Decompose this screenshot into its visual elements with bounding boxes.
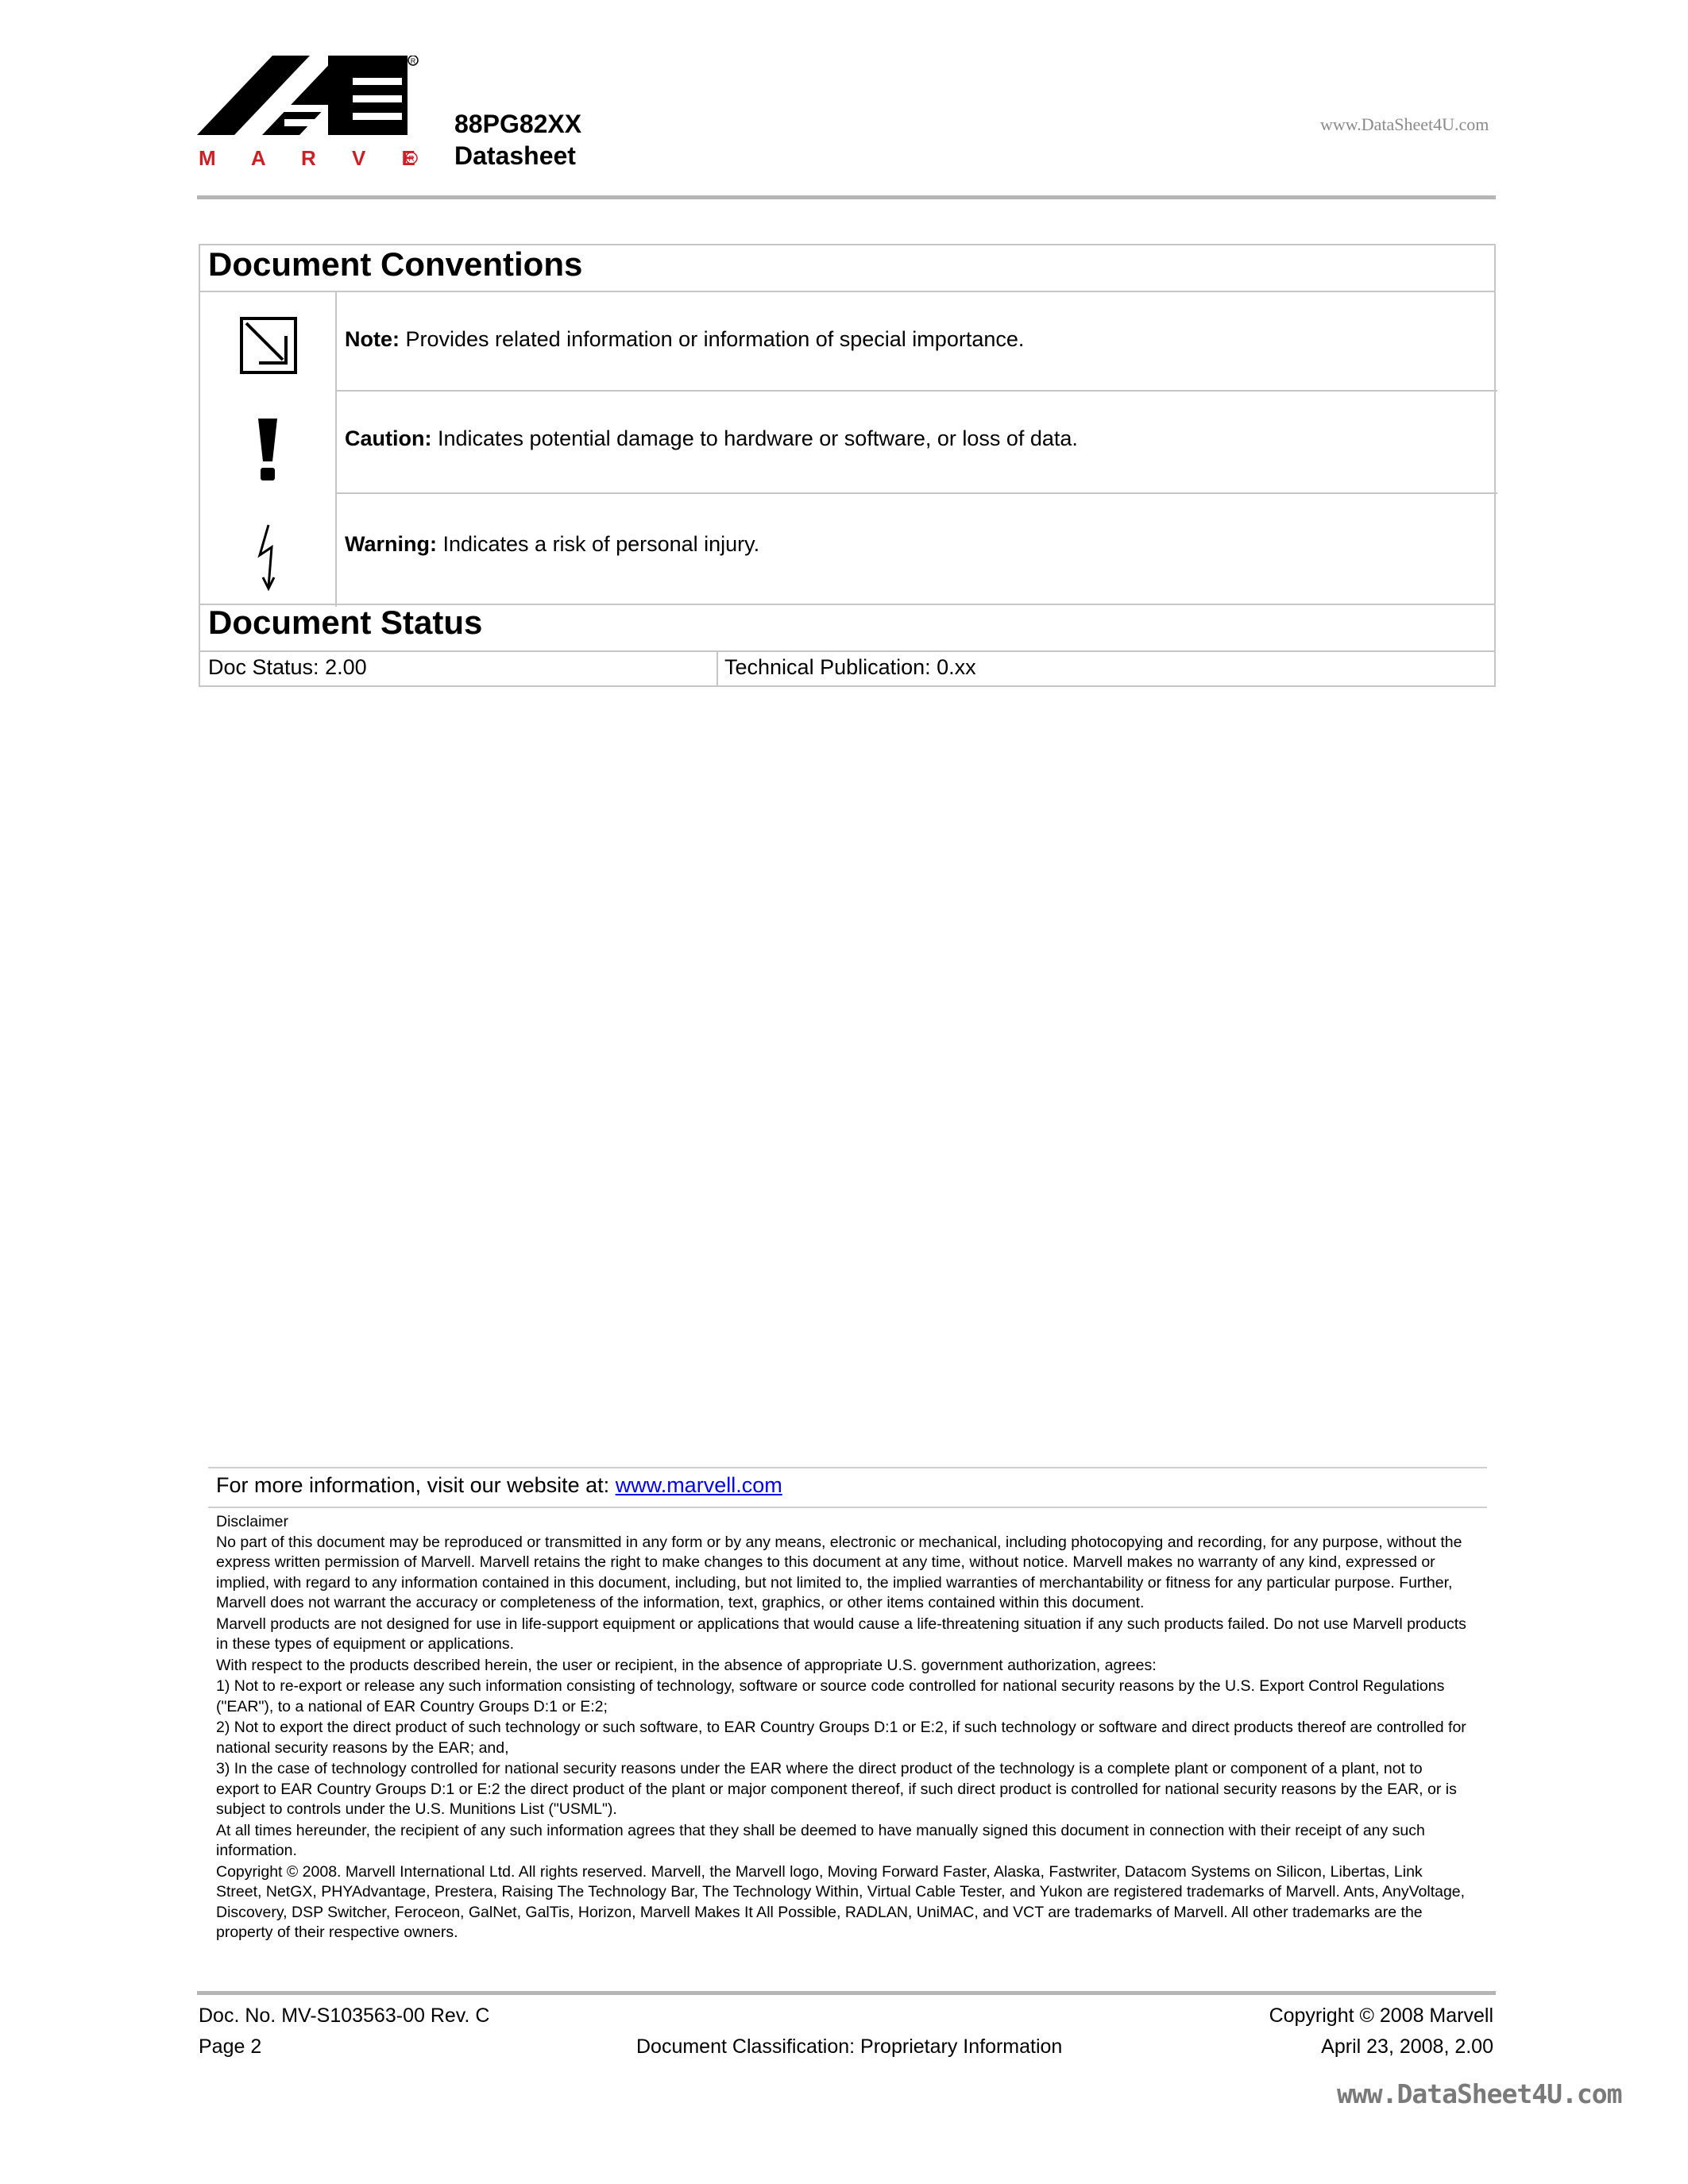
note-arrow-icon	[240, 317, 297, 378]
note-label: Note:	[345, 327, 400, 351]
svg-text:R: R	[408, 155, 415, 164]
svg-text:R: R	[410, 57, 416, 65]
tech-publication-value: Technical Publication: 0.xx	[724, 655, 976, 679]
watermark-bottom: www.DataSheet4U.com	[1337, 2078, 1622, 2109]
caution-text	[345, 426, 1078, 451]
note-text	[345, 327, 1024, 352]
footer-copyright: Copyright © 2008 Marvell	[1269, 2005, 1493, 2027]
disclaimer-title: Disclaimer	[216, 1513, 289, 1530]
info-bottom-divider	[208, 1507, 1487, 1508]
disclaimer-paragraph: 2) Not to export the direct product of such technology or such software, to EAR Country Groups D:1 or E:2, if such technology or software and direct products thereof are controlled for national security reasons by the EAR; and,	[216, 1719, 1466, 1757]
disclaimer-paragraph: At all times hereunder, the recipient of any such information agrees that they shall be deemed to have manually signed this document in connection with their receipt of any such information.	[216, 1821, 1425, 1859]
footer-divider	[197, 1991, 1496, 1995]
caution-label: Caution:	[345, 426, 432, 450]
disclaimer-block	[216, 1512, 1468, 1944]
disclaimer-paragraph: 3) In the case of technology controlled for national security reasons under the EAR where the direct product of the technology is a complete plant or component of a plant, not to export to EAR Country Groups D:1 or E:2 the direct product of the plant or major component thereof, if such direct product is controlled for national security reasons by the EAR, or is subject to controls under the U.S. Munitions List ("USML").	[216, 1760, 1457, 1818]
status-heading: Document Status	[208, 604, 483, 641]
page-number: Page 2	[199, 2035, 262, 2058]
conventions-heading: Document Conventions	[208, 245, 583, 283]
footer-date: April 23, 2008, 2.00	[1321, 2035, 1493, 2058]
marvell-logo	[197, 56, 419, 175]
warning-label: Warning:	[345, 532, 437, 556]
watermark-top: www.DataSheet4U.com	[1320, 114, 1489, 134]
info-top-divider	[208, 1467, 1487, 1468]
info-prefix: For more information, visit our website at:	[216, 1473, 616, 1497]
product-name: 88PG82XX	[454, 110, 582, 138]
logo-wordmark: M A R V	[199, 146, 381, 170]
disclaimer-paragraph: No part of this document may be reproduced or transmitted in any form or by any means, electronic or mechanical, including photocopying and recording, for any purpose, without the express written permission of Marvell. Marvell retains the right to make changes to this document at any time, without notice. Marvell makes no warranty of any kind, expressed or implied, with regard to any information contained in this document, including, but not limited to, the implied warranties of merchantability or fitness for any particular purpose. Further, Marvell does not warrant the accuracy or completeness of the information, text, graphics, or other items contained within this document.	[216, 1533, 1462, 1611]
caution-description: Indicates potential damage to hardware or software, or loss of data.	[431, 426, 1078, 450]
marvell-website-link[interactable]: www.marvell.com	[615, 1473, 782, 1497]
document-type: Datasheet	[454, 141, 576, 170]
conventions-table	[199, 244, 1496, 687]
header-divider	[197, 195, 1496, 199]
marvell-logo-mark	[197, 56, 419, 175]
doc-status-value: Doc Status: 2.00	[208, 655, 367, 679]
note-description: Provides related information or information of special importance.	[400, 327, 1025, 351]
warning-text	[345, 532, 759, 557]
doc-number: Doc. No. MV-S103563-00 Rev. C	[199, 2005, 490, 2027]
warning-description: Indicates a risk of personal injury.	[436, 532, 760, 556]
exclamation-icon	[256, 419, 280, 486]
disclaimer-paragraph: 1) Not to re-export or release any such information consisting of technology, software or source code controlled for national security reasons by the U.S. Export Control Regulations ("EAR"), to a national of EAR Country Groups D:1 or E:2;	[216, 1677, 1445, 1715]
disclaimer-paragraph: With respect to the products described herein, the user or recipient, in the absence of appropriate U.S. government authorization, agrees:	[216, 1656, 1157, 1674]
info-line	[216, 1473, 782, 1498]
disclaimer-paragraph: Copyright © 2008. Marvell International Ltd. All rights reserved. Marvell, the Marvell logo, Moving Forward Faster, Alaska, Fastwriter, Datacom Systems on Silicon, Libertas, Link Street, NetGX, PHYAdvantage, Prestera, Raising The Technology Bar, The Technology Within, Virtual Cable Tester, and Yukon are registered trademarks of Marvell. Ants, AnyVoltage, Discovery, DSP Switcher, Feroceon, GalNet, GalTis, Horizon, Marvell Makes It All Possible, RADLAN, UniMAC, and VCT are trademarks of Marvell. All other trademarks are the property of their respective owners.	[216, 1862, 1466, 1941]
disclaimer-paragraph: Marvell products are not designed for use in life-support equipment or applications that would cause a life-threatening situation if any such products failed. Do not use Marvell products in these types of equipment or applications.	[216, 1615, 1466, 1653]
document-classification: Document Classification: Proprietary Information	[636, 2035, 1063, 2058]
lightning-icon	[257, 523, 284, 596]
